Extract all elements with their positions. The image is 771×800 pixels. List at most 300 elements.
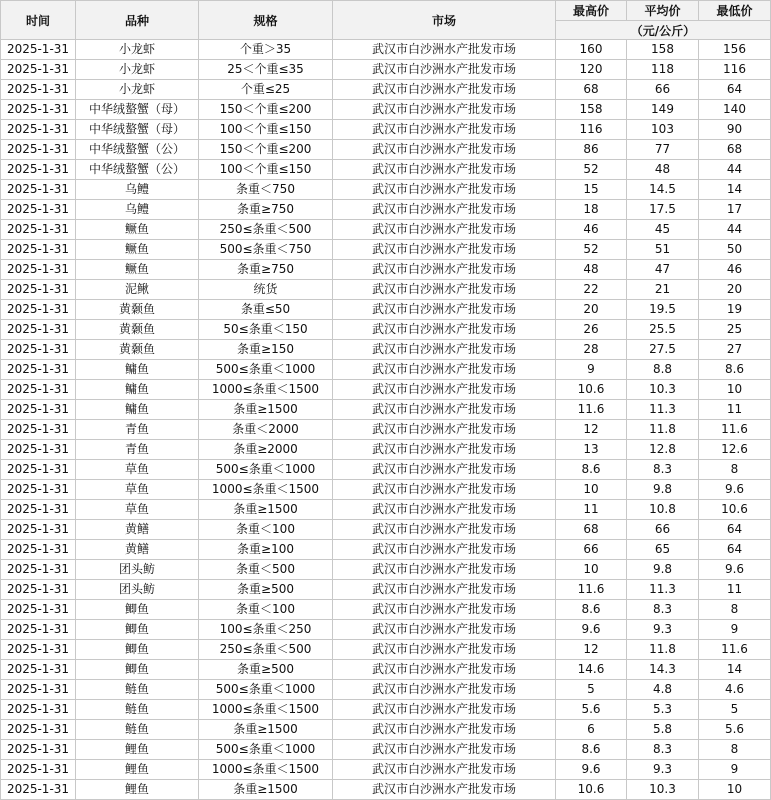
max-price-cell: 10: [556, 480, 627, 500]
variety-cell: 鲢鱼: [76, 680, 199, 700]
avg-price-cell: 66: [627, 80, 699, 100]
date-cell: 2025-1-31: [1, 240, 76, 260]
variety-cell: 黄颡鱼: [76, 300, 199, 320]
avg-price-cell: 10.3: [627, 380, 699, 400]
max-price-cell: 68: [556, 520, 627, 540]
min-price-cell: 44: [699, 160, 771, 180]
market-cell: 武汉市白沙洲水产批发市场: [333, 400, 556, 420]
market-cell: 武汉市白沙洲水产批发市场: [333, 340, 556, 360]
date-cell: 2025-1-31: [1, 360, 76, 380]
max-price-cell: 12: [556, 640, 627, 660]
min-price-cell: 8.6: [699, 360, 771, 380]
date-cell: 2025-1-31: [1, 60, 76, 80]
avg-price-cell: 65: [627, 540, 699, 560]
spec-cell: 1000≤条重＜1500: [199, 480, 333, 500]
variety-cell: 乌鳢: [76, 180, 199, 200]
table-row: [1, 680, 771, 700]
min-price-cell: 9: [699, 760, 771, 780]
date-cell: 2025-1-31: [1, 320, 76, 340]
table-row: [1, 700, 771, 720]
spec-cell: 100＜个重≤150: [199, 160, 333, 180]
variety-cell: 草鱼: [76, 500, 199, 520]
avg-price-cell: 11.3: [627, 400, 699, 420]
market-cell: 武汉市白沙洲水产批发市场: [333, 120, 556, 140]
max-price-cell: 160: [556, 40, 627, 60]
min-price-cell: 10: [699, 380, 771, 400]
date-cell: 2025-1-31: [1, 420, 76, 440]
spec-cell: 条重≥750: [199, 260, 333, 280]
spec-cell: 个重＞35: [199, 40, 333, 60]
market-cell: 武汉市白沙洲水产批发市场: [333, 40, 556, 60]
table-row: [1, 760, 771, 780]
avg-price-cell: 51: [627, 240, 699, 260]
table-row: [1, 200, 771, 220]
table-row: [1, 380, 771, 400]
variety-cell: 草鱼: [76, 460, 199, 480]
max-price-cell: 10: [556, 560, 627, 580]
table-row: [1, 420, 771, 440]
max-price-cell: 5.6: [556, 700, 627, 720]
table-row: [1, 280, 771, 300]
variety-cell: 鲢鱼: [76, 720, 199, 740]
market-cell: 武汉市白沙洲水产批发市场: [333, 240, 556, 260]
table-header: [1, 1, 771, 40]
table-row: [1, 600, 771, 620]
variety-cell: 鳙鱼: [76, 360, 199, 380]
spec-cell: 50≤条重＜150: [199, 320, 333, 340]
min-price-cell: 11: [699, 580, 771, 600]
table-row: [1, 60, 771, 80]
spec-cell: 1000≤条重＜1500: [199, 380, 333, 400]
avg-price-cell: 14.5: [627, 180, 699, 200]
market-cell: 武汉市白沙洲水产批发市场: [333, 480, 556, 500]
min-price-cell: 11.6: [699, 420, 771, 440]
table-row: [1, 240, 771, 260]
avg-price-cell: 149: [627, 100, 699, 120]
header-market: 市场: [333, 1, 556, 40]
avg-price-cell: 158: [627, 40, 699, 60]
spec-cell: 100≤条重＜250: [199, 620, 333, 640]
table-row: [1, 400, 771, 420]
variety-cell: 泥鳅: [76, 280, 199, 300]
avg-price-cell: 11.8: [627, 640, 699, 660]
avg-price-cell: 10.8: [627, 500, 699, 520]
date-cell: 2025-1-31: [1, 160, 76, 180]
table-row: [1, 340, 771, 360]
spec-cell: 条重≥1500: [199, 780, 333, 800]
market-cell: 武汉市白沙洲水产批发市场: [333, 460, 556, 480]
market-cell: 武汉市白沙洲水产批发市场: [333, 660, 556, 680]
variety-cell: 乌鳢: [76, 200, 199, 220]
min-price-cell: 14: [699, 660, 771, 680]
date-cell: 2025-1-31: [1, 680, 76, 700]
table-row: [1, 220, 771, 240]
min-price-cell: 5: [699, 700, 771, 720]
max-price-cell: 52: [556, 240, 627, 260]
market-cell: 武汉市白沙洲水产批发市场: [333, 60, 556, 80]
spec-cell: 1000≤条重＜1500: [199, 760, 333, 780]
table-row: [1, 780, 771, 800]
date-cell: 2025-1-31: [1, 580, 76, 600]
max-price-cell: 158: [556, 100, 627, 120]
variety-cell: 黄颡鱼: [76, 320, 199, 340]
table-row: [1, 80, 771, 100]
spec-cell: 150＜个重≤200: [199, 100, 333, 120]
table-row: [1, 540, 771, 560]
min-price-cell: 25: [699, 320, 771, 340]
date-cell: 2025-1-31: [1, 200, 76, 220]
avg-price-cell: 9.3: [627, 760, 699, 780]
market-cell: 武汉市白沙洲水产批发市场: [333, 640, 556, 660]
avg-price-cell: 25.5: [627, 320, 699, 340]
variety-cell: 鳙鱼: [76, 380, 199, 400]
max-price-cell: 116: [556, 120, 627, 140]
date-cell: 2025-1-31: [1, 180, 76, 200]
avg-price-cell: 14.3: [627, 660, 699, 680]
table-row: [1, 120, 771, 140]
table-row: [1, 40, 771, 60]
header-min-price: 最低价: [699, 1, 771, 21]
market-cell: 武汉市白沙洲水产批发市场: [333, 600, 556, 620]
max-price-cell: 8.6: [556, 740, 627, 760]
date-cell: 2025-1-31: [1, 660, 76, 680]
market-cell: 武汉市白沙洲水产批发市场: [333, 320, 556, 340]
spec-cell: 500≤条重＜1000: [199, 680, 333, 700]
spec-cell: 条重＜100: [199, 600, 333, 620]
market-cell: 武汉市白沙洲水产批发市场: [333, 540, 556, 560]
variety-cell: 鲢鱼: [76, 700, 199, 720]
table-row: [1, 720, 771, 740]
min-price-cell: 64: [699, 540, 771, 560]
spec-cell: 条重≥100: [199, 540, 333, 560]
max-price-cell: 52: [556, 160, 627, 180]
spec-cell: 条重＜750: [199, 180, 333, 200]
spec-cell: 100＜个重≤150: [199, 120, 333, 140]
variety-cell: 鲤鱼: [76, 760, 199, 780]
date-cell: 2025-1-31: [1, 300, 76, 320]
market-cell: 武汉市白沙洲水产批发市场: [333, 520, 556, 540]
max-price-cell: 120: [556, 60, 627, 80]
header-variety: 品种: [76, 1, 199, 40]
variety-cell: 小龙虾: [76, 80, 199, 100]
date-cell: 2025-1-31: [1, 480, 76, 500]
variety-cell: 小龙虾: [76, 40, 199, 60]
variety-cell: 鲤鱼: [76, 740, 199, 760]
date-cell: 2025-1-31: [1, 260, 76, 280]
spec-cell: 500≤条重＜1000: [199, 360, 333, 380]
header-max-price: 最高价: [556, 1, 627, 21]
variety-cell: 鳜鱼: [76, 220, 199, 240]
max-price-cell: 18: [556, 200, 627, 220]
min-price-cell: 19: [699, 300, 771, 320]
min-price-cell: 20: [699, 280, 771, 300]
market-cell: 武汉市白沙洲水产批发市场: [333, 740, 556, 760]
variety-cell: 鳜鱼: [76, 260, 199, 280]
min-price-cell: 156: [699, 40, 771, 60]
market-cell: 武汉市白沙洲水产批发市场: [333, 100, 556, 120]
table-row: [1, 560, 771, 580]
avg-price-cell: 48: [627, 160, 699, 180]
max-price-cell: 11.6: [556, 580, 627, 600]
max-price-cell: 10.6: [556, 380, 627, 400]
table-row: [1, 660, 771, 680]
min-price-cell: 10: [699, 780, 771, 800]
spec-cell: 条重≥150: [199, 340, 333, 360]
min-price-cell: 5.6: [699, 720, 771, 740]
min-price-cell: 11: [699, 400, 771, 420]
market-cell: 武汉市白沙洲水产批发市场: [333, 220, 556, 240]
variety-cell: 鲫鱼: [76, 620, 199, 640]
min-price-cell: 12.6: [699, 440, 771, 460]
avg-price-cell: 8.8: [627, 360, 699, 380]
min-price-cell: 44: [699, 220, 771, 240]
avg-price-cell: 45: [627, 220, 699, 240]
variety-cell: 团头鲂: [76, 580, 199, 600]
spec-cell: 250≤条重＜500: [199, 220, 333, 240]
spec-cell: 统货: [199, 280, 333, 300]
avg-price-cell: 9.8: [627, 480, 699, 500]
avg-price-cell: 5.3: [627, 700, 699, 720]
max-price-cell: 12: [556, 420, 627, 440]
avg-price-cell: 4.8: [627, 680, 699, 700]
min-price-cell: 116: [699, 60, 771, 80]
max-price-cell: 86: [556, 140, 627, 160]
spec-cell: 条重＜100: [199, 520, 333, 540]
avg-price-cell: 8.3: [627, 600, 699, 620]
avg-price-cell: 19.5: [627, 300, 699, 320]
date-cell: 2025-1-31: [1, 620, 76, 640]
min-price-cell: 9: [699, 620, 771, 640]
market-cell: 武汉市白沙洲水产批发市场: [333, 580, 556, 600]
min-price-cell: 8: [699, 460, 771, 480]
avg-price-cell: 10.3: [627, 780, 699, 800]
spec-cell: 个重≤25: [199, 80, 333, 100]
avg-price-cell: 9.3: [627, 620, 699, 640]
variety-cell: 黄鳝: [76, 520, 199, 540]
table-row: [1, 160, 771, 180]
date-cell: 2025-1-31: [1, 600, 76, 620]
avg-price-cell: 11.8: [627, 420, 699, 440]
spec-cell: 条重≥1500: [199, 500, 333, 520]
date-cell: 2025-1-31: [1, 780, 76, 800]
market-cell: 武汉市白沙洲水产批发市场: [333, 420, 556, 440]
max-price-cell: 8.6: [556, 460, 627, 480]
spec-cell: 250≤条重＜500: [199, 640, 333, 660]
avg-price-cell: 8.3: [627, 460, 699, 480]
max-price-cell: 9: [556, 360, 627, 380]
market-cell: 武汉市白沙洲水产批发市场: [333, 440, 556, 460]
min-price-cell: 90: [699, 120, 771, 140]
avg-price-cell: 66: [627, 520, 699, 540]
market-cell: 武汉市白沙洲水产批发市场: [333, 760, 556, 780]
table-row: [1, 440, 771, 460]
variety-cell: 黄颡鱼: [76, 340, 199, 360]
date-cell: 2025-1-31: [1, 280, 76, 300]
date-cell: 2025-1-31: [1, 460, 76, 480]
max-price-cell: 11.6: [556, 400, 627, 420]
date-cell: 2025-1-31: [1, 120, 76, 140]
avg-price-cell: 12.8: [627, 440, 699, 460]
min-price-cell: 17: [699, 200, 771, 220]
date-cell: 2025-1-31: [1, 220, 76, 240]
spec-cell: 条重≤50: [199, 300, 333, 320]
market-cell: 武汉市白沙洲水产批发市场: [333, 380, 556, 400]
table-row: [1, 300, 771, 320]
max-price-cell: 11: [556, 500, 627, 520]
market-cell: 武汉市白沙洲水产批发市场: [333, 360, 556, 380]
spec-cell: 条重≥1500: [199, 720, 333, 740]
date-cell: 2025-1-31: [1, 560, 76, 580]
variety-cell: 鳙鱼: [76, 400, 199, 420]
variety-cell: 鳜鱼: [76, 240, 199, 260]
table-row: [1, 320, 771, 340]
date-cell: 2025-1-31: [1, 740, 76, 760]
table-row: [1, 620, 771, 640]
table-row: [1, 360, 771, 380]
market-cell: 武汉市白沙洲水产批发市场: [333, 500, 556, 520]
avg-price-cell: 5.8: [627, 720, 699, 740]
table-body: [1, 40, 771, 800]
date-cell: 2025-1-31: [1, 400, 76, 420]
variety-cell: 青鱼: [76, 420, 199, 440]
header-spec: 规格: [199, 1, 333, 40]
date-cell: 2025-1-31: [1, 100, 76, 120]
min-price-cell: 9.6: [699, 480, 771, 500]
avg-price-cell: 8.3: [627, 740, 699, 760]
max-price-cell: 10.6: [556, 780, 627, 800]
variety-cell: 鲫鱼: [76, 600, 199, 620]
market-cell: 武汉市白沙洲水产批发市场: [333, 560, 556, 580]
min-price-cell: 140: [699, 100, 771, 120]
spec-cell: 150＜个重≤200: [199, 140, 333, 160]
header-unit: （元/公斤）: [556, 21, 771, 40]
variety-cell: 鲫鱼: [76, 660, 199, 680]
market-cell: 武汉市白沙洲水产批发市场: [333, 300, 556, 320]
variety-cell: 中华绒螯蟹（公）: [76, 140, 199, 160]
max-price-cell: 9.6: [556, 760, 627, 780]
variety-cell: 青鱼: [76, 440, 199, 460]
min-price-cell: 8: [699, 740, 771, 760]
avg-price-cell: 17.5: [627, 200, 699, 220]
max-price-cell: 15: [556, 180, 627, 200]
market-cell: 武汉市白沙洲水产批发市场: [333, 260, 556, 280]
date-cell: 2025-1-31: [1, 440, 76, 460]
min-price-cell: 9.6: [699, 560, 771, 580]
max-price-cell: 68: [556, 80, 627, 100]
spec-cell: 25＜个重≤35: [199, 60, 333, 80]
max-price-cell: 48: [556, 260, 627, 280]
table-row: [1, 260, 771, 280]
date-cell: 2025-1-31: [1, 700, 76, 720]
spec-cell: 500≤条重＜1000: [199, 460, 333, 480]
min-price-cell: 11.6: [699, 640, 771, 660]
market-cell: 武汉市白沙洲水产批发市场: [333, 680, 556, 700]
table-row: [1, 460, 771, 480]
spec-cell: 条重＜500: [199, 560, 333, 580]
avg-price-cell: 21: [627, 280, 699, 300]
avg-price-cell: 27.5: [627, 340, 699, 360]
avg-price-cell: 47: [627, 260, 699, 280]
max-price-cell: 13: [556, 440, 627, 460]
market-cell: 武汉市白沙洲水产批发市场: [333, 180, 556, 200]
min-price-cell: 50: [699, 240, 771, 260]
header-avg-price: 平均价: [627, 1, 699, 21]
max-price-cell: 6: [556, 720, 627, 740]
avg-price-cell: 11.3: [627, 580, 699, 600]
spec-cell: 500≤条重＜750: [199, 240, 333, 260]
spec-cell: 条重≥500: [199, 580, 333, 600]
spec-cell: 条重≥1500: [199, 400, 333, 420]
avg-price-cell: 77: [627, 140, 699, 160]
variety-cell: 团头鲂: [76, 560, 199, 580]
variety-cell: 中华绒螯蟹（母）: [76, 120, 199, 140]
table-row: [1, 480, 771, 500]
date-cell: 2025-1-31: [1, 640, 76, 660]
market-cell: 武汉市白沙洲水产批发市场: [333, 620, 556, 640]
spec-cell: 500≤条重＜1000: [199, 740, 333, 760]
header-date: 时间: [1, 1, 76, 40]
date-cell: 2025-1-31: [1, 380, 76, 400]
date-cell: 2025-1-31: [1, 500, 76, 520]
date-cell: 2025-1-31: [1, 520, 76, 540]
variety-cell: 草鱼: [76, 480, 199, 500]
min-price-cell: 46: [699, 260, 771, 280]
date-cell: 2025-1-31: [1, 140, 76, 160]
min-price-cell: 8: [699, 600, 771, 620]
market-cell: 武汉市白沙洲水产批发市场: [333, 80, 556, 100]
spec-cell: 1000≤条重＜1500: [199, 700, 333, 720]
max-price-cell: 8.6: [556, 600, 627, 620]
avg-price-cell: 103: [627, 120, 699, 140]
variety-cell: 小龙虾: [76, 60, 199, 80]
date-cell: 2025-1-31: [1, 80, 76, 100]
avg-price-cell: 9.8: [627, 560, 699, 580]
variety-cell: 鲫鱼: [76, 640, 199, 660]
market-cell: 武汉市白沙洲水产批发市场: [333, 160, 556, 180]
market-cell: 武汉市白沙洲水产批发市场: [333, 280, 556, 300]
min-price-cell: 10.6: [699, 500, 771, 520]
min-price-cell: 68: [699, 140, 771, 160]
max-price-cell: 14.6: [556, 660, 627, 680]
date-cell: 2025-1-31: [1, 340, 76, 360]
max-price-cell: 28: [556, 340, 627, 360]
table-row: [1, 640, 771, 660]
date-cell: 2025-1-31: [1, 720, 76, 740]
date-cell: 2025-1-31: [1, 760, 76, 780]
date-cell: 2025-1-31: [1, 40, 76, 60]
spec-cell: 条重＜2000: [199, 420, 333, 440]
max-price-cell: 20: [556, 300, 627, 320]
variety-cell: 中华绒螯蟹（公）: [76, 160, 199, 180]
max-price-cell: 22: [556, 280, 627, 300]
spec-cell: 条重≥2000: [199, 440, 333, 460]
table-row: [1, 100, 771, 120]
max-price-cell: 26: [556, 320, 627, 340]
market-cell: 武汉市白沙洲水产批发市场: [333, 200, 556, 220]
min-price-cell: 4.6: [699, 680, 771, 700]
spec-cell: 条重≥500: [199, 660, 333, 680]
table-row: [1, 140, 771, 160]
max-price-cell: 5: [556, 680, 627, 700]
max-price-cell: 9.6: [556, 620, 627, 640]
spec-cell: 条重≥750: [199, 200, 333, 220]
table-row: [1, 740, 771, 760]
max-price-cell: 66: [556, 540, 627, 560]
table-row: [1, 580, 771, 600]
avg-price-cell: 118: [627, 60, 699, 80]
min-price-cell: 14: [699, 180, 771, 200]
market-cell: 武汉市白沙洲水产批发市场: [333, 780, 556, 800]
